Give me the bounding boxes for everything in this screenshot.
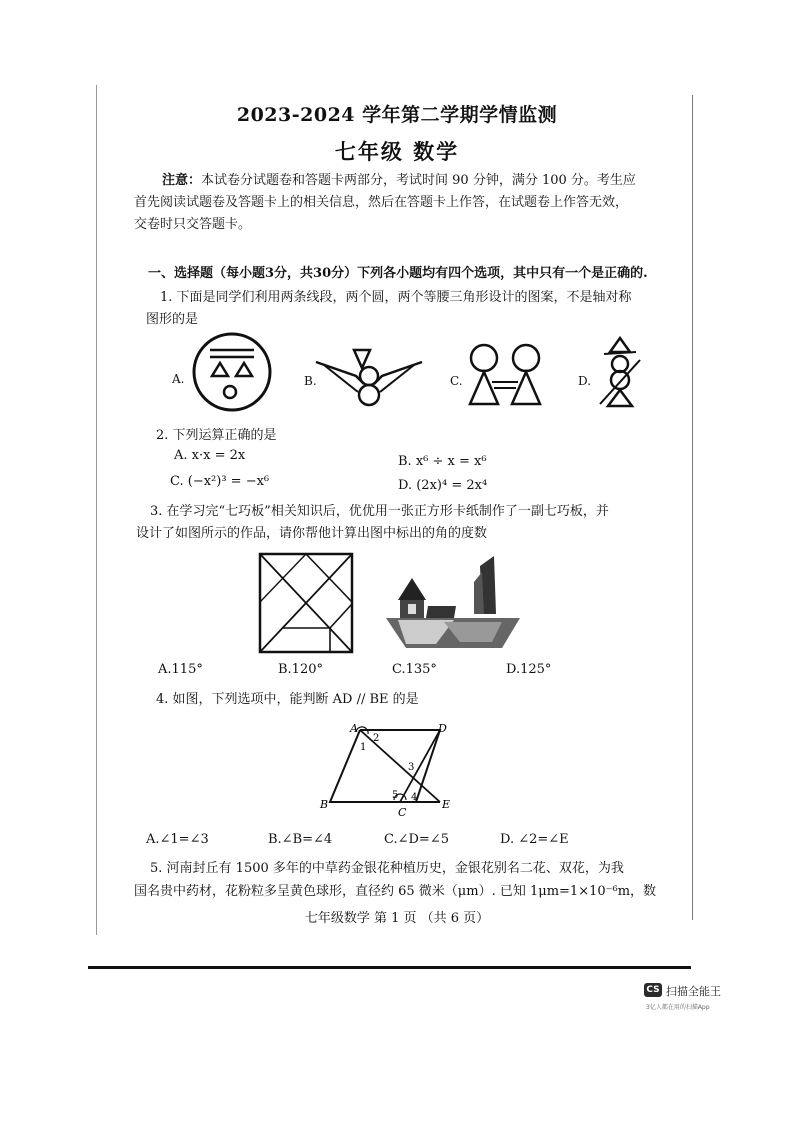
q4-parallelogram-figure — [316, 720, 462, 820]
q1-figure-b — [314, 340, 424, 410]
exam-subtitle: 七年级 数学 — [334, 139, 460, 164]
q2-option-c: C. (−x²)³ = −x⁶ — [170, 474, 270, 489]
notice-line-1: 本试卷分试题卷和答题卡两部分，考试时间 90 分钟，满分 100 分。考生应 — [201, 173, 636, 188]
q5-line-1: 5. 河南封丘有 1500 多年的中草药金银花种植历史，金银花别名二花、双花，为我 — [150, 861, 624, 876]
notice-line-3: 交卷时只交答题卡。 — [134, 217, 252, 232]
q4-option-b: B.∠B=∠4 — [268, 832, 333, 847]
q2-option-b: B. x⁶ ÷ x = x⁶ — [398, 454, 487, 469]
tangram-house-figure — [384, 556, 522, 654]
exam-title: 2023-2024 学年第二学期学情监测 — [236, 104, 558, 126]
notice-line-2: 首先阅读试题卷及答题卡上的相关信息，然后在答题卡上作答，在试题卷上作答无效， — [134, 195, 629, 210]
q3-stem-line-1: 3. 在学习完“七巧板”相关知识后，优优用一张正方形卡纸制作了一副七巧板，并 — [150, 504, 609, 519]
tangram-square-figure — [258, 552, 354, 654]
point-d-label: D — [438, 722, 447, 735]
q2-option-a: A. x·x = 2x — [174, 448, 246, 463]
q3-option-c: C.135° — [392, 662, 437, 677]
watermark-app-name: 扫描全能王 — [666, 985, 721, 998]
q1-figure-a — [190, 330, 274, 414]
q4-option-d: D. ∠2=∠E — [500, 832, 569, 847]
q3-option-d: D.125° — [506, 662, 552, 677]
q2-stem: 2. 下列运算正确的是 — [156, 428, 277, 443]
scan-edge-left — [96, 85, 97, 935]
q1-figure-d — [596, 334, 646, 410]
angle-4-label: 4 — [411, 792, 418, 803]
camscanner-logo-icon: CS — [644, 983, 662, 997]
notice-block — [134, 170, 674, 236]
q1-option-a-label: A. — [172, 372, 185, 386]
angle-3-label: 3 — [408, 762, 415, 773]
angle-1-label: 1 — [360, 742, 367, 753]
q1-option-d-label: D. — [578, 374, 592, 388]
angle-5-label: 5 — [392, 790, 399, 801]
q4-option-c: C.∠D=∠5 — [384, 832, 449, 847]
q5-line-2: 国名贵中药材，花粉粒多呈黄色球形，直径约 65 微米（μm）. 已知 1μm=1×10⁻⁶m，数 — [134, 884, 657, 899]
q3-option-a: A.115° — [158, 662, 203, 677]
q1-stem-line-1: 1. 下面是同学们利用两条线段，两个圆，两个等腰三角形设计的图案，不是轴对称 — [160, 290, 632, 305]
q4-stem: 4. 如图，下列选项中，能判断 AD // BE 的是 — [156, 692, 419, 707]
bottom-rule — [88, 966, 691, 969]
section-heading: 一、选择题（每小题3分，共30分）下列各小题均有四个选项，其中只有一个是正确的. — [148, 266, 648, 281]
point-b-label: B — [320, 798, 329, 811]
q1-figure-c — [464, 342, 554, 410]
notice-label: 注意： — [162, 173, 202, 188]
point-c-label: C — [398, 806, 407, 819]
point-a-label: A — [350, 722, 358, 735]
q3-stem-line-2: 设计了如图所示的作品，请你帮他计算出图中标出的角的度数 — [136, 526, 488, 541]
page-footer: 七年级数学 第 1 页 （共 6 页） — [304, 911, 490, 926]
q3-option-b: B.120° — [278, 662, 323, 677]
q2-option-d: D. (2x)⁴ = 2x⁴ — [398, 478, 488, 493]
watermark-tagline: 3亿人都在用的扫描App — [646, 1004, 710, 1011]
angle-2-label: 2 — [373, 733, 380, 744]
q1-stem-line-2: 图形的是 — [146, 312, 199, 327]
q1-option-c-label: C. — [450, 374, 463, 388]
scan-edge-right — [692, 95, 693, 920]
q4-option-a: A.∠1=∠3 — [146, 832, 209, 847]
point-e-label: E — [442, 798, 451, 811]
q1-option-b-label: B. — [304, 374, 317, 388]
